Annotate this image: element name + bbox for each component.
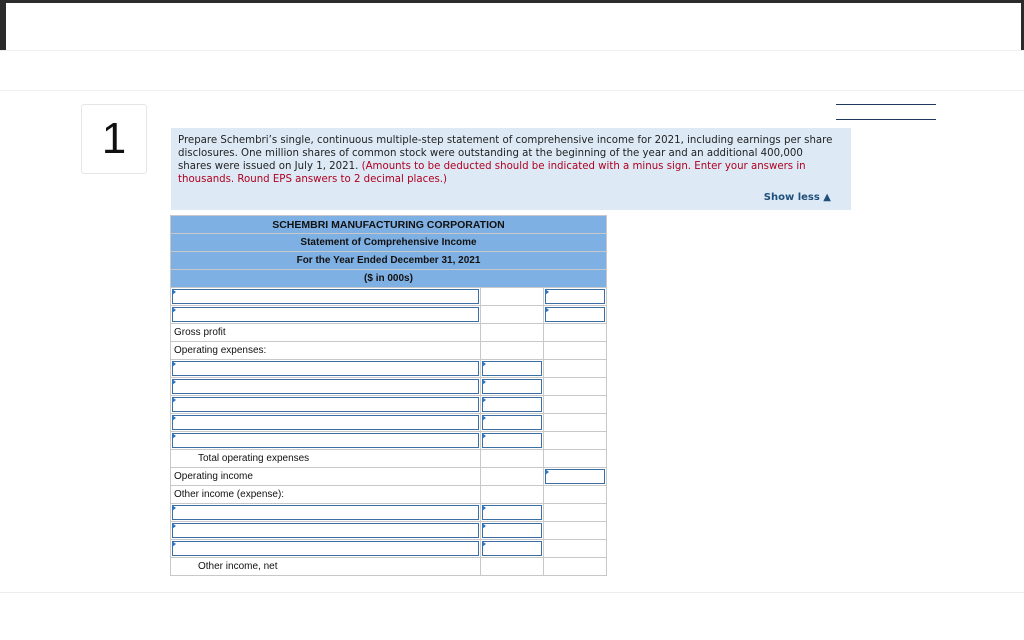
- dropdown-arrow-icon: [482, 379, 486, 385]
- dropdown-arrow-icon: [172, 307, 176, 313]
- answer-lines: [836, 104, 936, 134]
- amount-input[interactable]: [481, 540, 544, 558]
- operating-expenses-label: Operating expenses:: [171, 342, 481, 360]
- table-row: [171, 360, 607, 378]
- table-row: [171, 342, 607, 360]
- dropdown-arrow-icon: [482, 415, 486, 421]
- dropdown-arrow-icon: [545, 289, 549, 295]
- caret-up-icon: ▲: [823, 192, 831, 203]
- statement-units: ($ in 000s): [171, 270, 607, 288]
- dropdown-arrow-icon: [172, 523, 176, 529]
- amount-input[interactable]: [481, 360, 544, 378]
- header-divider-lower: [0, 90, 1024, 91]
- statement-period: For the Year Ended December 31, 2021: [171, 252, 607, 270]
- line-item-select[interactable]: [171, 540, 481, 558]
- table-row: [171, 414, 607, 432]
- question-main-text: Prepare Schembri’s single, continuous multiple-step statement of comprehensive income for 2021, including earnings per share disclosures. One million shares of common stock were outstanding at the beginning of the year and an additional 400,000 shares were issued on July 1, 2021.: [178, 135, 833, 172]
- table-row: [171, 396, 607, 414]
- table-row: [171, 378, 607, 396]
- page-bottom-divider: [0, 592, 1024, 593]
- amount-input[interactable]: [544, 288, 607, 306]
- amount-input[interactable]: [481, 378, 544, 396]
- dropdown-arrow-icon: [172, 433, 176, 439]
- dropdown-arrow-icon: [172, 361, 176, 367]
- line-item-select[interactable]: [171, 396, 481, 414]
- amount-input[interactable]: [481, 396, 544, 414]
- table-row: [171, 540, 607, 558]
- amount-input[interactable]: [544, 306, 607, 324]
- table-row: [171, 558, 607, 576]
- question-box: [171, 128, 851, 210]
- table-row: [171, 486, 607, 504]
- dropdown-arrow-icon: [545, 307, 549, 313]
- line-item-select[interactable]: [171, 360, 481, 378]
- dropdown-arrow-icon: [172, 289, 176, 295]
- table-row: [171, 306, 607, 324]
- dropdown-arrow-icon: [482, 505, 486, 511]
- table-row: [171, 432, 607, 450]
- line-item-select[interactable]: [171, 432, 481, 450]
- line-item-select[interactable]: [171, 378, 481, 396]
- line-item-select[interactable]: [171, 288, 481, 306]
- dropdown-arrow-icon: [482, 541, 486, 547]
- amount-input[interactable]: [481, 522, 544, 540]
- table-row: [171, 522, 607, 540]
- dropdown-arrow-icon: [172, 397, 176, 403]
- window-left-border: [0, 0, 6, 50]
- table-row: [171, 450, 607, 468]
- dropdown-arrow-icon: [482, 361, 486, 367]
- dropdown-arrow-icon: [482, 397, 486, 403]
- table-row: [171, 468, 607, 486]
- table-row: [171, 504, 607, 522]
- show-less-button[interactable]: [764, 192, 831, 203]
- dropdown-arrow-icon: [482, 433, 486, 439]
- dropdown-arrow-icon: [482, 523, 486, 529]
- dropdown-arrow-icon: [172, 541, 176, 547]
- show-less-label: Show less: [763, 192, 820, 203]
- line-item-select[interactable]: [171, 414, 481, 432]
- line-item-select[interactable]: [171, 306, 481, 324]
- table-row: [171, 288, 607, 306]
- operating-income-label: Operating income: [171, 468, 481, 486]
- header-divider: [0, 50, 1024, 51]
- statement-title: Statement of Comprehensive Income: [171, 234, 607, 252]
- gross-profit-label: Gross profit: [171, 324, 481, 342]
- question-instruction: (Amounts to be deducted should be indicated with a minus sign. Enter your answers in thousands. Round EPS answers to 2 decimal places.): [178, 161, 806, 185]
- amount-input[interactable]: [544, 468, 607, 486]
- line-item-select[interactable]: [171, 522, 481, 540]
- total-operating-expenses-label: Total operating expenses: [171, 450, 481, 468]
- dropdown-arrow-icon: [172, 415, 176, 421]
- other-income-label: Other income (expense):: [171, 486, 481, 504]
- dropdown-arrow-icon: [172, 505, 176, 511]
- line-item-select[interactable]: [171, 504, 481, 522]
- amount-input[interactable]: [481, 414, 544, 432]
- company-name: SCHEMBRI MANUFACTURING CORPORATION: [171, 216, 607, 234]
- other-income-net-label: Other income, net: [171, 558, 481, 576]
- dropdown-arrow-icon: [545, 469, 549, 475]
- amount-input[interactable]: [481, 504, 544, 522]
- window-top-border: [0, 0, 1024, 3]
- income-statement-table: [170, 215, 607, 576]
- table-row: [171, 324, 607, 342]
- dropdown-arrow-icon: [172, 379, 176, 385]
- amount-input[interactable]: [481, 432, 544, 450]
- question-text: [178, 134, 838, 186]
- question-number: 1: [81, 104, 147, 174]
